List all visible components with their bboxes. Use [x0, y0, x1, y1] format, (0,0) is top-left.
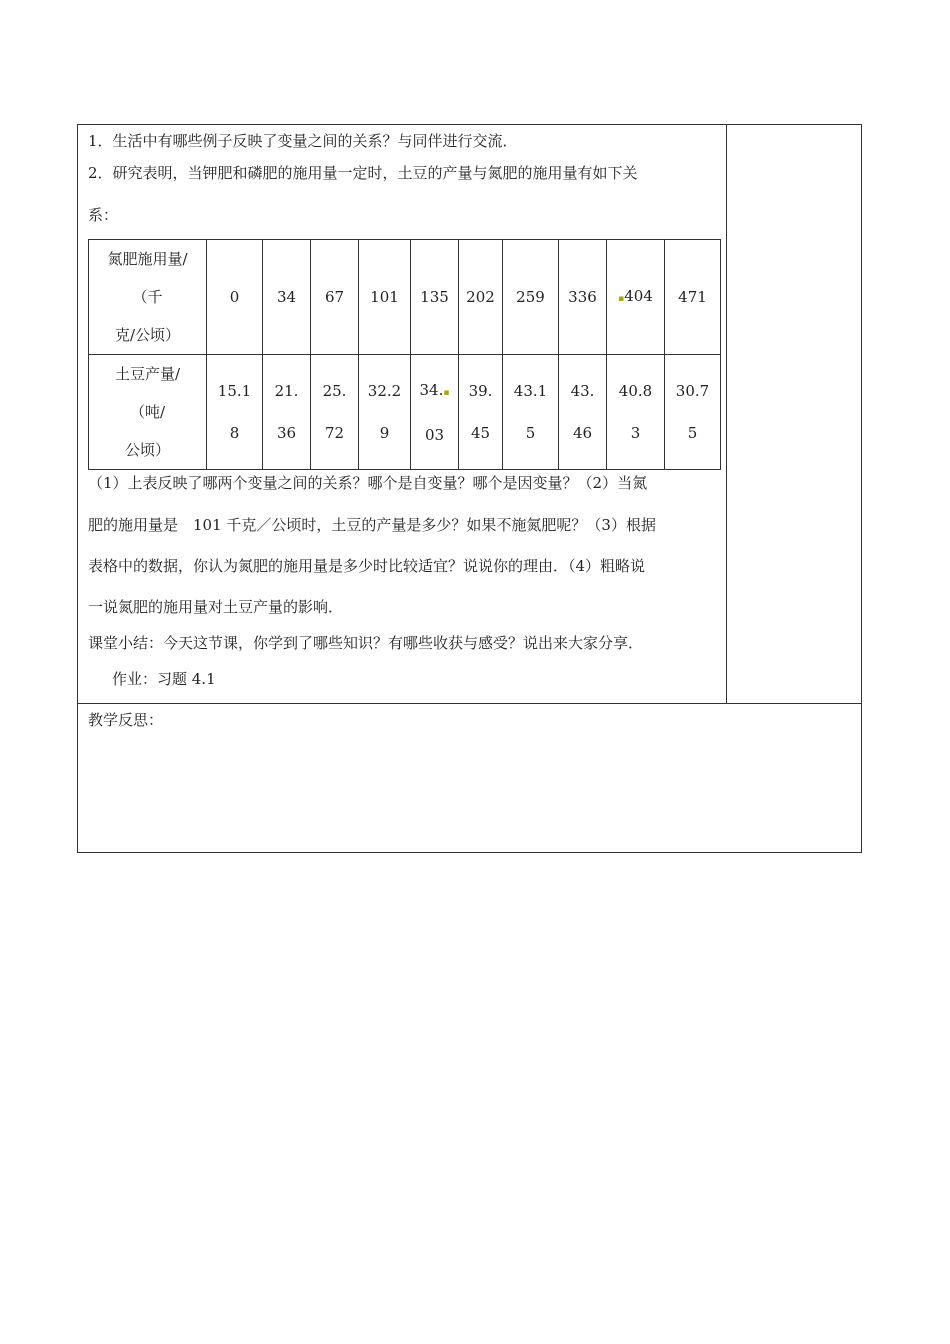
table-row — [89, 240, 721, 355]
table-cell: 39. 45 — [459, 355, 503, 470]
question-2-line-2: 系： — [88, 206, 119, 224]
table-cell: 101 — [359, 240, 411, 355]
questions-line-3: 表格中的数据，你认为氮肥的施用量是多少时比较适宜？说说你的理由．（4）粗略说 — [88, 557, 646, 575]
table-cell: 34.▪ 03 — [411, 355, 459, 470]
lesson-table — [77, 124, 862, 853]
table-cell: 67 — [311, 240, 359, 355]
table-cell: 135 — [411, 240, 459, 355]
lesson-summary: 课堂小结：今天这节课，你学到了哪些知识？有哪些收获与感受？说出来大家分享． — [88, 634, 644, 652]
homework: 作业：习题 4.1 — [112, 670, 216, 688]
table-cell: 259 — [503, 240, 559, 355]
row-header-potato: 土豆产量/ （吨/ 公顷） — [89, 355, 207, 470]
main-content-cell — [78, 125, 727, 704]
reflection-label: 教学反思： — [88, 711, 164, 729]
questions-line-4: 一说氮肥的施用量对土豆产量的影响． — [88, 598, 344, 616]
table-cell: 0 — [207, 240, 263, 355]
nitrogen-potato-table — [88, 239, 721, 470]
question-1: 1．生活中有哪些例子反映了变量之间的关系？与同伴进行交流． — [88, 132, 518, 150]
table-cell: 43.1 5 — [503, 355, 559, 470]
table-cell: 30.7 5 — [665, 355, 721, 470]
reflection-cell — [78, 704, 861, 852]
table-row — [89, 355, 721, 470]
table-cell: 32.2 9 — [359, 355, 411, 470]
table-cell: 25. 72 — [311, 355, 359, 470]
table-cell: 21. 36 — [263, 355, 311, 470]
question-2-line-1: 2．研究表明，当钾肥和磷肥的施用量一定时，土豆的产量与氮肥的施用量有如下关 — [88, 164, 638, 182]
table-cell: 15.1 8 — [207, 355, 263, 470]
table-cell: 34 — [263, 240, 311, 355]
side-notes-cell — [727, 125, 861, 704]
table-cell: 43. 46 — [559, 355, 607, 470]
table-cell: 336 — [559, 240, 607, 355]
table-cell: 202 — [459, 240, 503, 355]
questions-line-2: 肥的施用量是 101 千克／公顷时，土豆的产量是多少？如果不施氮肥呢？（3）根据 — [88, 516, 656, 534]
table-cell: 471 — [665, 240, 721, 355]
row-header-nitrogen: 氮肥施用量/ （千 克/公顷） — [89, 240, 207, 355]
table-cell: 40.8 3 — [607, 355, 665, 470]
table-cell: ▪404 — [607, 240, 665, 355]
questions-line-1: （1）上表反映了哪两个变量之间的关系？哪个是自变量？哪个是因变量？（2）当氮 — [88, 474, 648, 492]
